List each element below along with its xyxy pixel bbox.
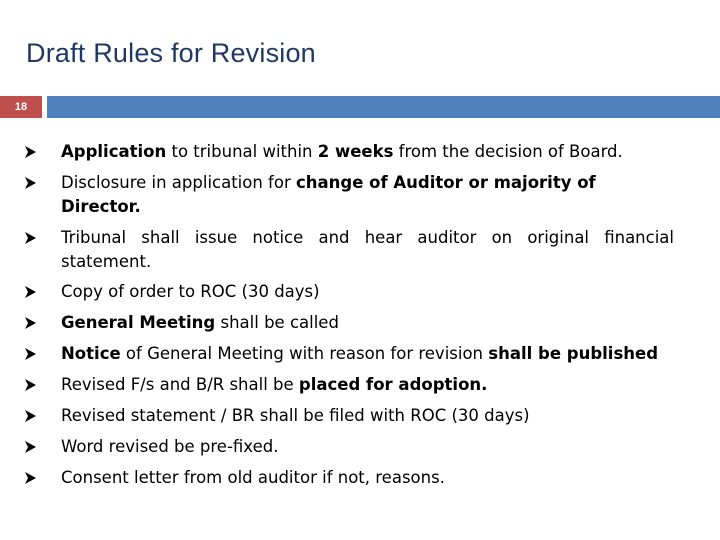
bullet-item [0, 280, 720, 304]
bullet-list [0, 140, 720, 497]
bullet-item [0, 373, 720, 397]
header-rule-bar [47, 96, 720, 118]
bullet-bold-text: General Meeting [61, 313, 216, 332]
bullet-item [0, 226, 720, 274]
bullet-item [0, 466, 720, 490]
bullet-text: Consent letter from old auditor if not, reasons. [61, 468, 445, 487]
arrowhead-icon [25, 472, 36, 484]
bullet-bold-text: shall be published [488, 344, 659, 363]
bullet-text: from the decision of Board. [393, 142, 623, 161]
bullet-item [0, 404, 720, 428]
bullet-bold-text: Notice [61, 344, 121, 363]
arrowhead-icon [25, 232, 36, 244]
bullet-text: Tribunal shall issue notice and hear auditor on original financial statement. [61, 228, 674, 271]
arrowhead-icon [25, 441, 36, 453]
bullet-text: to tribunal within [166, 142, 318, 161]
bullet-item [0, 342, 720, 366]
arrowhead-icon [25, 177, 36, 189]
slide-number-badge: 18 [0, 96, 42, 118]
arrowhead-icon [25, 146, 36, 158]
arrowhead-icon [25, 286, 36, 298]
bullet-text: Revised statement / BR shall be filed with ROC (30 days) [61, 406, 530, 425]
bullet-text: Revised F/s and B/R shall be [61, 375, 299, 394]
arrowhead-icon [25, 410, 36, 422]
bullet-item [0, 435, 720, 459]
bullet-text: Disclosure in application for [61, 173, 296, 192]
arrowhead-icon [25, 317, 36, 329]
arrowhead-icon [25, 379, 36, 391]
arrowhead-icon [25, 348, 36, 360]
bullet-text: Word revised be pre-fixed. [61, 437, 279, 456]
bullet-bold-text: Application [61, 142, 167, 161]
bullet-text: Copy of order to ROC (30 days) [61, 282, 320, 301]
bullet-item [0, 311, 720, 335]
bullet-text: shall be called [215, 313, 339, 332]
slide-title: Draft Rules for Revision [26, 38, 316, 68]
bullet-bold-text: 2 weeks [317, 142, 394, 161]
bullet-item [0, 171, 720, 219]
bullet-bold-text: placed for adoption. [298, 375, 488, 394]
bullet-text: of General Meeting with reason for revision [120, 344, 489, 363]
bullet-item [0, 140, 720, 164]
bullet-bold-text: change of Auditor or majority of Director. [61, 173, 596, 216]
